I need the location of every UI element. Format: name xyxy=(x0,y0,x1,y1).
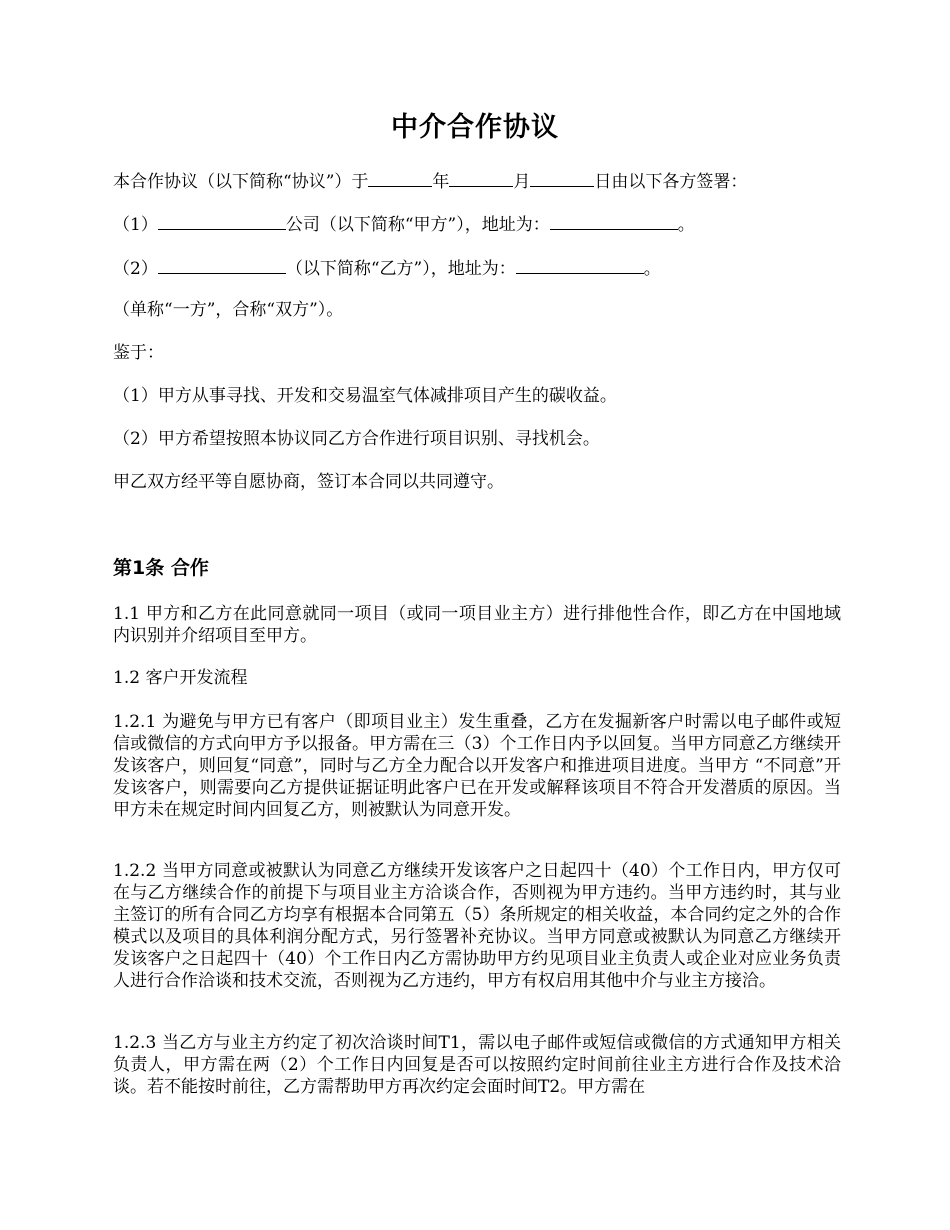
whereas-item-1: （1）甲方从事寻找、开发和交易温室气体减排项目产生的碳收益。 xyxy=(113,386,617,406)
clause-1-2-3: 1.2.3 当乙方与业主方约定了初次洽谈时间T1，需以电子邮件或短信或微信的方式通知甲方相关负责人，甲方需在两（2）个工作日内回复是否可以按照约定时间前往业主方进行合作及技术洽谈。若不能按时前往，乙方需帮助甲方再次约定会面时间T2。甲方需在 xyxy=(113,1033,841,1097)
clause-1-2: 1.2 客户开发流程 xyxy=(113,668,248,688)
party-b-name-blank[interactable] xyxy=(158,256,286,274)
collective-line: （单称“一方”，合称“双方”）。 xyxy=(113,300,344,320)
intro-prefix: 本合作协议（以下简称“协议”）于 xyxy=(113,172,369,192)
whereas-label: 鉴于： xyxy=(113,343,164,363)
party-a-name-blank[interactable] xyxy=(158,212,286,230)
clause-1-2-2: 1.2.2 当甲方同意或被默认为同意乙方继续开发该客户之日起四十（40）个工作日内，甲方仅可在与乙方继续合作的前提下与项目业主方洽谈合作，否则视为甲方违约。当甲方违约时，其与业主签订的所有合同乙方均享有根据本合同第五（5）条所规定的相关收益，本合同约定之外的合作模式以及项目的具体利润分配方式，另行签署补充协议。当甲方同意或被默认为同意乙方继续开发该客户之日起四十（40）个工作日内乙方需协助甲方约见项目业主负责人或企业对应业务负责人进行合作洽谈和技术交流，否则视为乙方违约，甲方有权启用其他中介与业主方接洽。 xyxy=(113,861,841,991)
intro-month: 月 xyxy=(513,172,531,192)
party-a-num: （1） xyxy=(113,215,158,235)
party-a-line xyxy=(113,212,843,236)
intro-suffix: 日由以下各方签署： xyxy=(594,172,748,192)
year-blank[interactable] xyxy=(368,169,432,187)
clause-1-2-1: 1.2.1 为避免与甲方已有客户（即项目业主）发生重叠，乙方在发掘新客户时需以电子邮件或短信或微信的方式向甲方予以报备。甲方需在三（3）个工作日内予以回复。当甲方同意乙方继续开发该客户，则回复“同意”，同时与乙方全力配合以开发客户和推进项目进度。当甲方 “不同意”开发该客户，则需要向乙方提供证据证明此客户已在开发或解释该项目不符合开发潜质的原因。当甲方未在规定时间内回复乙方，则被默认为同意开发。 xyxy=(113,712,841,820)
day-blank[interactable] xyxy=(530,169,594,187)
agreement-line: 甲乙双方经平等自愿协商，签订本合同以共同遵守。 xyxy=(113,472,504,492)
party-a-end: 。 xyxy=(677,215,695,235)
article-1-heading: 第1条 合作 xyxy=(113,557,209,579)
party-a-address-blank[interactable] xyxy=(550,212,678,230)
party-b-address-blank[interactable] xyxy=(516,256,644,274)
month-blank[interactable] xyxy=(449,169,513,187)
party-b-num: （2） xyxy=(113,259,158,279)
clause-1-1: 1.1 甲方和乙方在此同意就同一项目（或同一项目业主方）进行排他性合作，即乙方在中国地域内识别并介绍项目至甲方。 xyxy=(113,604,841,646)
document-title: 中介合作协议 xyxy=(391,112,559,143)
party-b-mid: （以下简称“乙方”），地址为： xyxy=(285,259,516,279)
whereas-item-2: （2）甲方希望按照本协议同乙方合作进行项目识别、寻找机会。 xyxy=(113,429,600,449)
intro-year: 年 xyxy=(432,172,450,192)
party-a-mid: 公司（以下简称“甲方”），地址为： xyxy=(285,215,550,235)
intro-line xyxy=(113,169,843,193)
party-b-line xyxy=(113,256,843,280)
party-b-end: 。 xyxy=(643,259,661,279)
